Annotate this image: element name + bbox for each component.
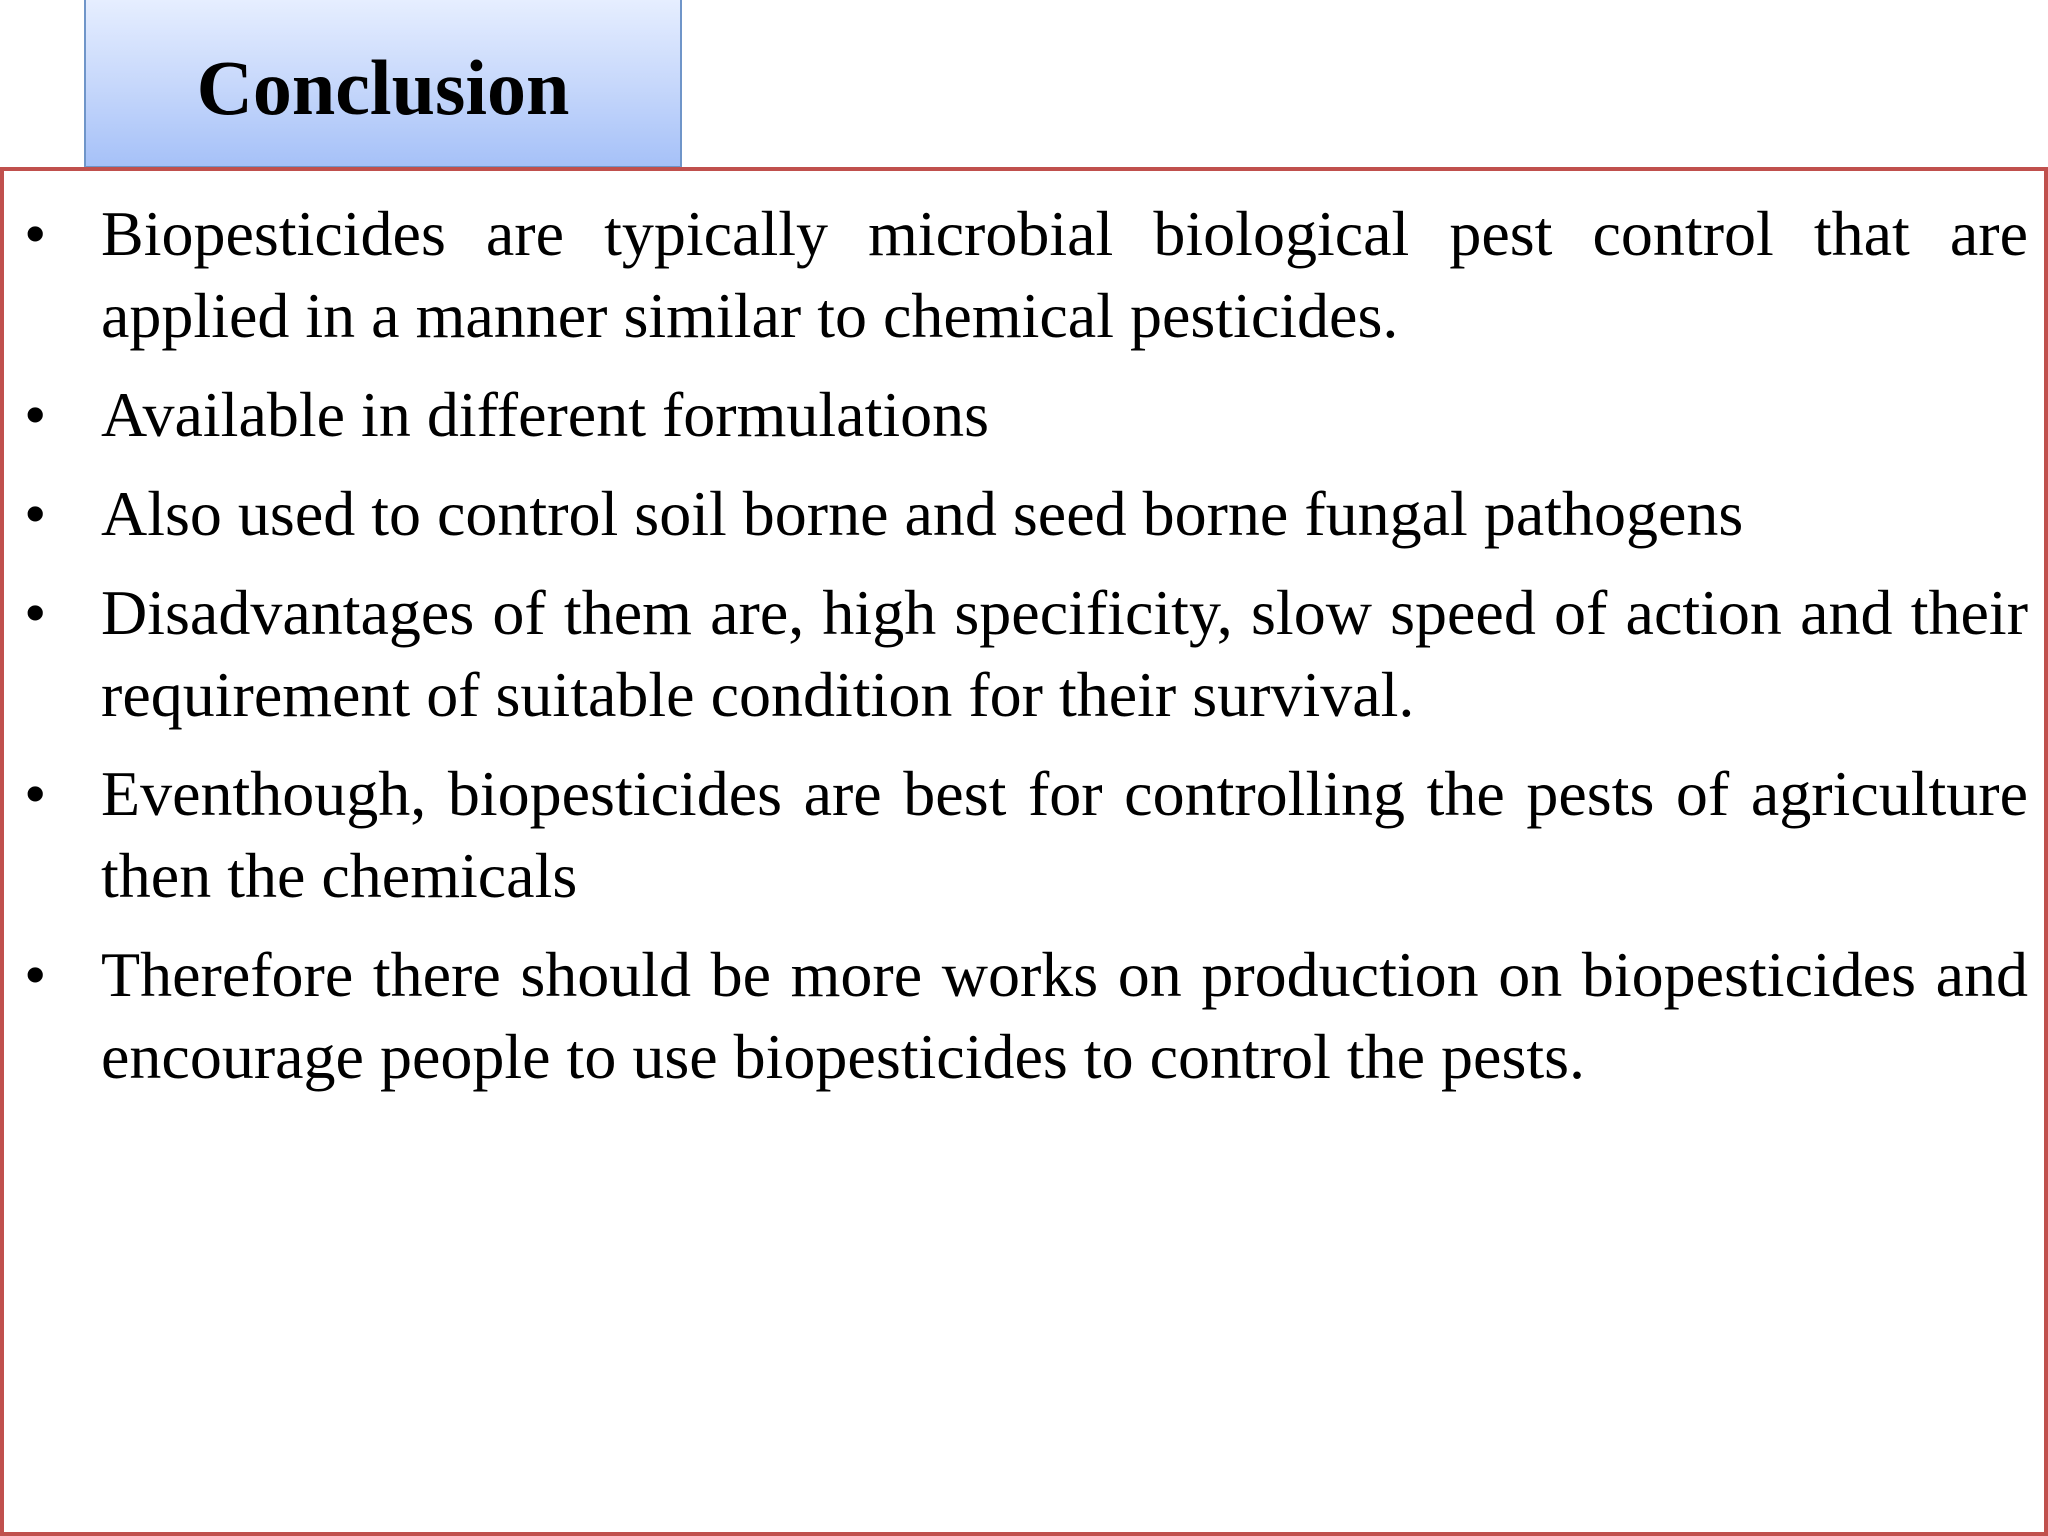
bullet-item: [4, 572, 2048, 736]
bullet-text: Disadvantages of them are, high specificity, slow speed of action and their requirement of suitable condition for their survival.: [101, 577, 2028, 730]
bullet-text: Eventhough, biopesticides are best for controlling the pests of agriculture then the chemicals: [101, 758, 2028, 911]
bullet-item: [4, 473, 2048, 555]
bullet-point-icon: •: [24, 577, 47, 648]
bullet-text: Biopesticides are typically microbial biological pest control that are applied in a manner similar to chemical pesticides.: [101, 198, 2028, 351]
bullet-point-icon: •: [24, 198, 47, 269]
bullet-point-icon: •: [24, 939, 47, 1010]
bullet-point-icon: •: [24, 379, 47, 450]
bullet-item: [4, 374, 2048, 456]
bullet-point-icon: •: [24, 758, 47, 829]
bullet-point-icon: •: [24, 478, 47, 549]
bullet-text: Also used to control soil borne and seed borne fungal pathogens: [101, 478, 1744, 549]
slide-title: Conclusion: [196, 44, 570, 131]
bullet-item: [4, 934, 2048, 1098]
slide-title-box: [84, 0, 682, 168]
bullet-list: [4, 193, 2048, 1115]
bullet-item: [4, 753, 2048, 917]
content-box: [0, 167, 2048, 1536]
bullet-text: Available in different formulations: [101, 379, 990, 450]
bullet-item: [4, 193, 2048, 357]
bullet-text: Therefore there should be more works on production on biopesticides and encourage people to use biopesticides to control the pests.: [101, 939, 2028, 1092]
